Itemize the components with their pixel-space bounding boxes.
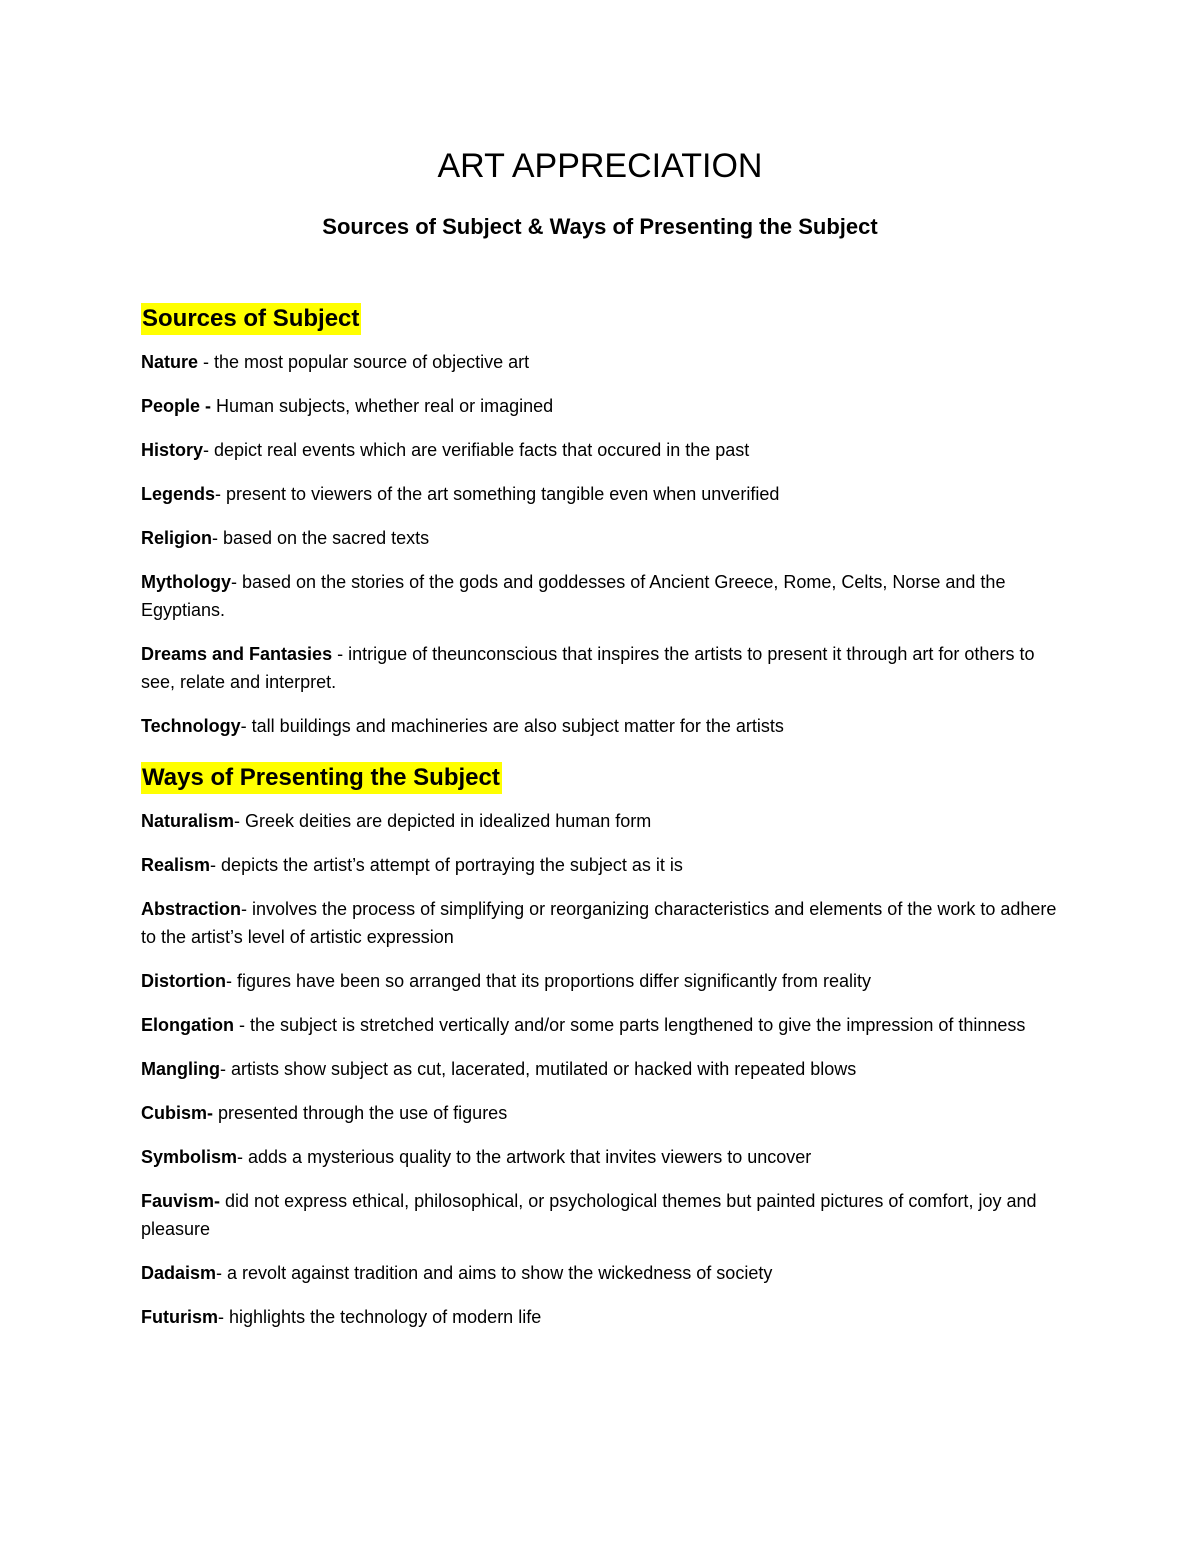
- entry-term: Distortion: [141, 971, 226, 991]
- entry-term: Elongation: [141, 1015, 234, 1035]
- ways-heading: Ways of Presenting the Subject: [141, 762, 502, 794]
- sources-section: [141, 303, 1071, 740]
- entry-definition: - based on the sacred texts: [212, 528, 430, 548]
- entry-definition: - Greek deities are depicted in idealized human form: [234, 811, 652, 831]
- entry-term: Realism: [141, 855, 211, 875]
- document-body: [141, 303, 1071, 1347]
- entry-term: Legends: [141, 484, 216, 504]
- sources-entry: [141, 480, 1071, 508]
- sources-entry: [141, 348, 1071, 376]
- entry-term: Dreams and Fantasies: [141, 644, 333, 664]
- entry-definition: presented through the use of figures: [213, 1103, 508, 1123]
- ways-entry: [141, 967, 1071, 995]
- ways-entry: [141, 807, 1071, 835]
- entry-term: Naturalism: [141, 811, 235, 831]
- entry-term: Symbolism: [141, 1147, 238, 1167]
- entry-term: History: [141, 440, 204, 460]
- ways-section: [141, 756, 1071, 1331]
- entry-term: People -: [141, 396, 217, 416]
- ways-entry: [141, 1055, 1071, 1083]
- entry-definition: - figures have been so arranged that its proportions differ significantly from reality: [226, 971, 871, 991]
- entry-term: Mangling: [141, 1059, 220, 1079]
- sources-entry: [141, 392, 1071, 420]
- ways-entry: [141, 1303, 1071, 1331]
- entry-term: Fauvism-: [141, 1191, 221, 1211]
- sources-heading: Sources of Subject: [141, 303, 361, 335]
- ways-list: [141, 807, 1071, 1331]
- entry-term: Technology: [141, 716, 241, 736]
- ways-entry: [141, 1187, 1071, 1243]
- sources-entry: [141, 436, 1071, 464]
- entry-term: Dadaism: [141, 1263, 217, 1283]
- entry-definition: - highlights the technology of modern life: [218, 1307, 542, 1327]
- entry-definition: - artists show subject as cut, lacerated, mutilated or hacked with repeated blows: [220, 1059, 857, 1079]
- entry-definition: - the subject is stretched vertically and/or some parts lengthened to give the impression of thinness: [234, 1015, 1026, 1035]
- entry-term: Abstraction: [141, 899, 242, 919]
- entry-definition: - involves the process of simplifying or reorganizing characteristics and elements of the work to adhere to the artist’s level of artistic expression: [141, 899, 1057, 947]
- sources-entry: [141, 640, 1071, 696]
- sources-entry: [141, 568, 1071, 624]
- entry-definition: - adds a mysterious quality to the artwork that invites viewers to uncover: [237, 1147, 812, 1167]
- ways-entry: [141, 1143, 1071, 1171]
- ways-entry: [141, 895, 1071, 951]
- ways-entry: [141, 1011, 1071, 1039]
- entry-definition: - based on the stories of the gods and goddesses of Ancient Greece, Rome, Celts, Norse and the Egyptians.: [141, 572, 1006, 620]
- page-title: ART APPRECIATION: [437, 147, 763, 185]
- entry-term: Mythology: [141, 572, 231, 592]
- sources-entry: [141, 524, 1071, 552]
- entry-definition: Human subjects, whether real or imagined: [216, 396, 554, 416]
- ways-entry: [141, 1099, 1071, 1127]
- entry-definition: - tall buildings and machineries are also subject matter for the artists: [240, 716, 784, 736]
- ways-entry: [141, 1259, 1071, 1287]
- entry-term: Futurism: [141, 1307, 219, 1327]
- entry-term: Cubism-: [141, 1103, 213, 1123]
- sources-entry: [141, 712, 1071, 740]
- sources-list: [141, 348, 1071, 740]
- ways-entry: [141, 851, 1071, 879]
- entry-definition: - depict real events which are verifiable facts that occured in the past: [203, 440, 750, 460]
- entry-definition: - present to viewers of the art something tangible even when unverified: [215, 484, 780, 504]
- entry-term: Religion: [141, 528, 212, 548]
- entry-definition: - the most popular source of objective art: [198, 352, 530, 372]
- entry-term: Nature: [141, 352, 199, 372]
- entry-definition: did not express ethical, philosophical, or psychological themes but painted pictures of comfort, joy and pleasure: [141, 1191, 1037, 1239]
- page-subtitle: Sources of Subject & Ways of Presenting the Subject: [322, 214, 878, 239]
- entry-definition: - intrigue of theunconscious that inspires the artists to present it through art for others to see, relate and interpret.: [141, 644, 1035, 692]
- entry-definition: - a revolt against tradition and aims to show the wickedness of society: [216, 1263, 773, 1283]
- entry-definition: - depicts the artist’s attempt of portraying the subject as it is: [210, 855, 683, 875]
